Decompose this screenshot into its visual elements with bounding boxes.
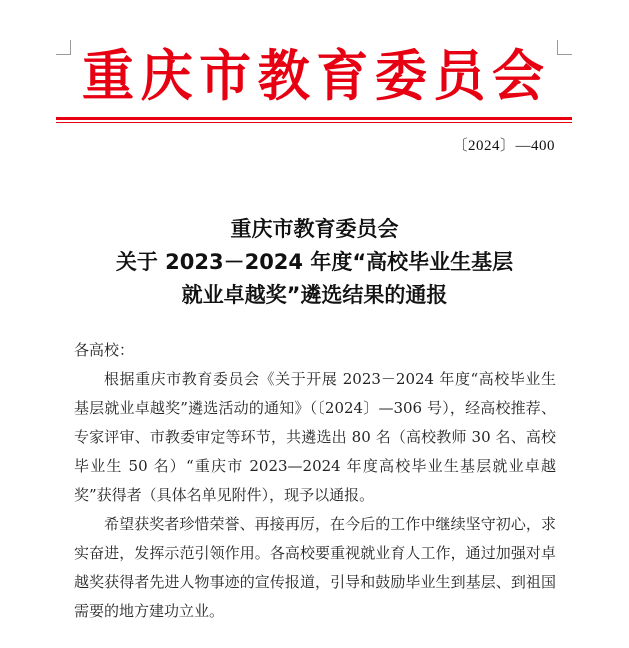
letterhead-char: 会 xyxy=(491,44,544,109)
letterhead-char: 重 xyxy=(82,44,135,109)
salutation: 各高校： xyxy=(74,341,135,359)
body-paragraph-1: 根据重庆市教育委员会《关于开展 2023－2024 年度“高校毕业生基层就业卓越奖”遴选活动的通知》（〔2024〕—306 号），经高校推荐、专家评审、市教委审定等环节，共遴选出 80 名（高校教师 30 名、高校毕业生 50 名）“重庆市 2023—2024 年度高校毕业生基层就业卓越奖”获得者（具体名单见附件），现予以通报。 xyxy=(74,370,556,504)
letterhead-char: 市 xyxy=(199,44,252,109)
body-paragraph-2: 希望获奖者珍惜荣誉、再接再厉，在今后的工作中继续坚守初心，求实奋进，发挥示范引领作用。各高校要重视就业育人工作，通过加强对卓越奖获得者先进人物事迹的宣传报道，引导和鼓励毕业生到基层、到祖国需要的地方建功立业。 xyxy=(74,515,556,620)
title-line-3: 就业卓越奖”遴选结果的通报 xyxy=(181,283,448,307)
title-line-1: 重庆市教育委员会 xyxy=(230,217,399,241)
letterhead-char: 委 xyxy=(374,44,427,109)
letterhead-char: 教 xyxy=(257,44,310,109)
title-line-2: 关于 2023－2024 年度“高校毕业生基层 xyxy=(115,250,514,274)
letterhead-divider-thin xyxy=(56,122,572,123)
letterhead-char: 庆 xyxy=(140,44,193,109)
letterhead-char: 育 xyxy=(316,44,369,109)
document-number: 〔2024〕—400 xyxy=(452,138,555,154)
letterhead-char: 员 xyxy=(433,44,486,109)
letterhead-title xyxy=(56,44,570,110)
letterhead-divider-thick xyxy=(56,117,572,120)
